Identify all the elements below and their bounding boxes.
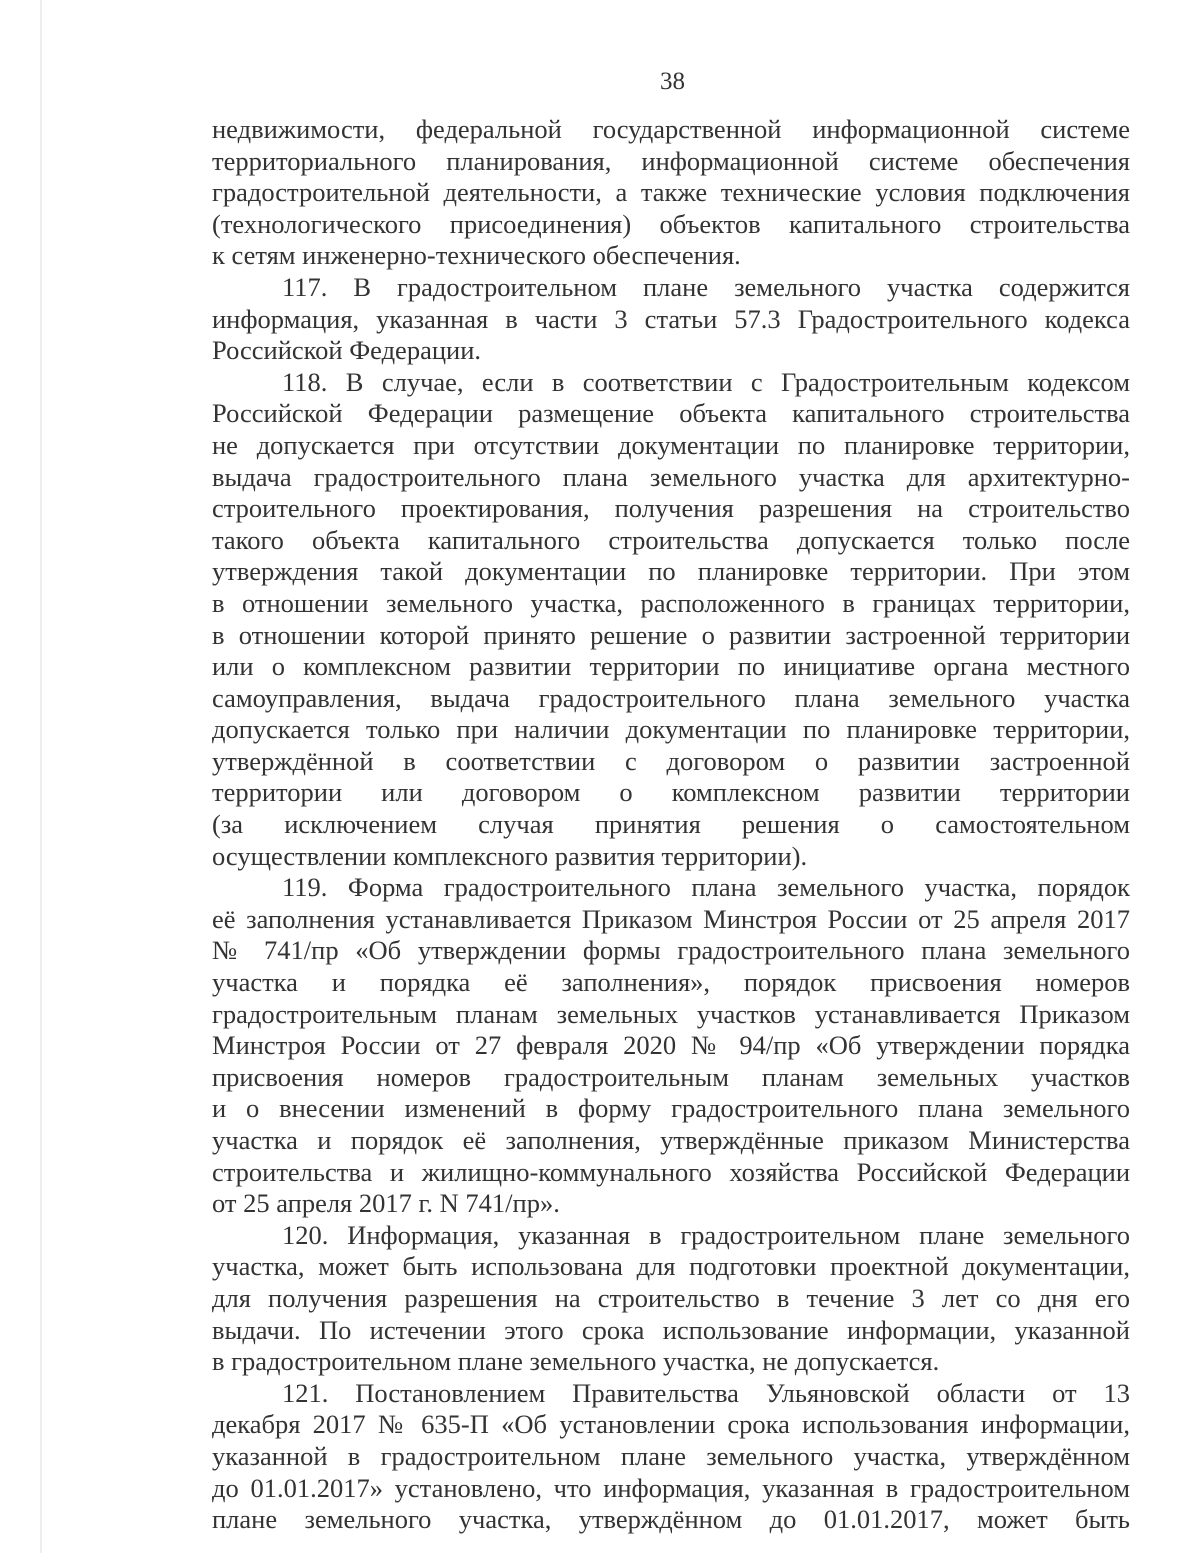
text-line: Российской Федерации размещение объекта капитального строительства <box>212 398 1130 429</box>
text-line: 121. Постановлением Правительства Ульяновской области от 13 <box>282 1377 1130 1408</box>
text-line: в отношении земельного участка, расположенного в границах территории, <box>212 587 1130 618</box>
text-line: градостроительным планам земельных участков устанавливается Приказом <box>212 998 1130 1029</box>
text-line: декабря 2017 № 635-П «Об установлении срока использования информации, <box>212 1409 1130 1440</box>
text-line: такого объекта капитального строительства допускается только после <box>212 524 1130 555</box>
text-line: недвижимости, федеральной государственной информационной системе <box>212 114 1130 144</box>
text-line: допускается только при наличии документации по планировке территории, <box>212 714 1130 745</box>
text-line: 118. В случае, если в соответствии с Градостроительным кодексом <box>282 366 1130 397</box>
text-line: строительства и жилищно-коммунального хозяйства Российской Федерации <box>212 1156 1130 1187</box>
text-line: к сетям инженерно-технического обеспечения. <box>212 240 741 271</box>
text-line: градостроительной деятельности, а также технические условия подключения <box>212 177 1130 208</box>
text-line: 119. Форма градостроительного плана земельного участка, порядок <box>282 872 1130 903</box>
text-line: участка и порядка её заполнения», порядок присвоения номеров <box>212 967 1130 998</box>
text-line: выдача градостроительного плана земельного участка для архитектурно- <box>212 461 1130 492</box>
text-line: выдачи. По истечении этого срока использование информации, указанной <box>212 1314 1130 1345</box>
text-line: от 25 апреля 2017 г. N 741/пр». <box>212 1188 560 1219</box>
text-line: указанной в градостроительном плане земельного участка, утверждённом <box>212 1440 1130 1471</box>
document-body <box>212 114 1130 1536</box>
text-line: самоуправления, выдача градостроительного плана земельного участка <box>212 682 1130 713</box>
text-line: не допускается при отсутствии документации по планировке территории, <box>212 429 1130 460</box>
text-line: до 01.01.2017» установлено, что информация, указанная в градостроительном <box>212 1472 1130 1503</box>
text-line: для получения разрешения на строительство в течение 3 лет со дня его <box>212 1282 1130 1313</box>
text-line: 117. В градостроительном плане земельного участка содержится <box>282 271 1130 302</box>
text-line: участка и порядок её заполнения, утверждённые приказом Министерства <box>212 1125 1130 1155</box>
text-line: Минстроя России от 27 февраля 2020 № 94/пр «Об утверждении порядка <box>212 1030 1130 1061</box>
text-line: осуществлении комплексного развития территории). <box>212 840 808 871</box>
text-line: территории или договором о комплексном развитии территории <box>212 777 1130 808</box>
text-line: территориального планирования, информационной системе обеспечения <box>212 145 1130 176</box>
text-line: или о комплексном развитии территории по инициативе органа местного <box>212 651 1130 682</box>
text-line: 120. Информация, указанная в градостроительном плане земельного <box>282 1219 1130 1250</box>
text-line: в градостроительном плане земельного участка, не допускается. <box>212 1346 940 1377</box>
text-line: (за исключением случая принятия решения о самостоятельном <box>212 809 1130 840</box>
text-line: информация, указанная в части 3 статьи 57.3 Градостроительного кодекса <box>212 303 1130 334</box>
text-line: № 741/пр «Об утверждении формы градостроительного плана земельного <box>212 935 1130 966</box>
text-line: её заполнения устанавливается Приказом Минстроя России от 25 апреля 2017 <box>212 903 1130 934</box>
text-line: и о внесении изменений в форму градостроительного плана земельного <box>212 1093 1130 1124</box>
text-line: утверждённой в соответствии с договором о развитии застроенной <box>212 745 1130 776</box>
page-number: 38 <box>660 68 685 95</box>
text-line: присвоения номеров градостроительным планам земельных участков <box>212 1061 1130 1092</box>
text-line: (технологического присоединения) объектов капитального строительства <box>212 208 1130 239</box>
text-line: Российской Федерации. <box>212 335 481 366</box>
text-line: утверждения такой документации по планировке территории. При этом <box>212 556 1130 587</box>
text-line: строительного проектирования, получения разрешения на строительство <box>212 493 1130 524</box>
scan-edge-line <box>40 0 42 1553</box>
text-line: в отношении которой принято решение о развитии застроенной территории <box>212 619 1130 650</box>
text-line: плане земельного участка, утверждённом до 01.01.2017, может быть <box>212 1504 1130 1535</box>
text-line: участка, может быть использована для подготовки проектной документации, <box>212 1251 1130 1282</box>
